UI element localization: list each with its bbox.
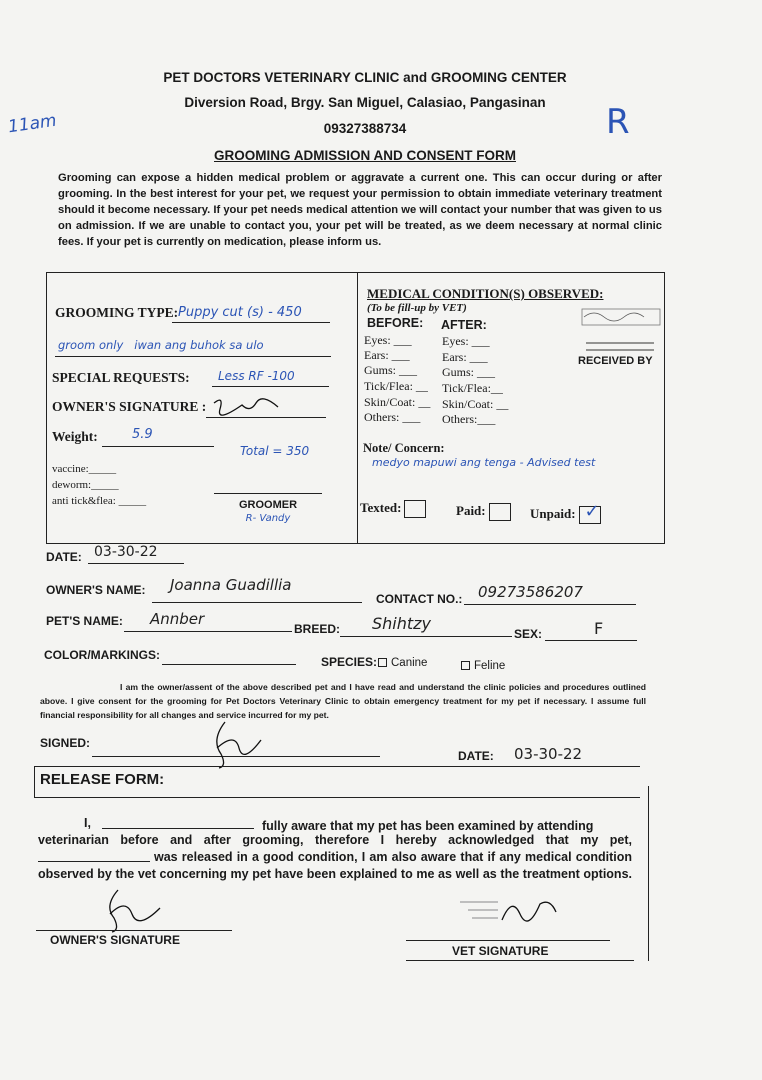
before-ears: Ears: ___ xyxy=(364,348,410,362)
special-requests-value[interactable]: Less RF -100 xyxy=(218,369,295,383)
after-others: Others:___ xyxy=(442,412,496,426)
consent-date-value[interactable]: 03-30-22 xyxy=(514,745,583,763)
groomer-label: GROOMER xyxy=(238,499,298,511)
before-eyes: Eyes: ___ xyxy=(364,333,412,347)
before-label: BEFORE: xyxy=(367,316,424,330)
breed-label: BREED: xyxy=(294,622,341,636)
consent-date-label: DATE: xyxy=(458,749,494,763)
before-gums: Gums: ___ xyxy=(364,363,418,377)
after-label: AFTER: xyxy=(441,318,487,332)
vet-release-signature-line xyxy=(406,940,610,941)
form-title: GROOMING ADMISSION AND CONSENT FORM xyxy=(214,148,516,163)
grooming-type-label: GROOMING TYPE: xyxy=(55,305,179,320)
medical-title: MEDICAL CONDITION(S) OBSERVED: xyxy=(367,286,604,301)
after-gums: Gums: ___ xyxy=(442,365,496,379)
owner-release-signature-scribble xyxy=(96,888,166,934)
consent-signature-scribble xyxy=(205,718,265,770)
vet-stamp-signature xyxy=(576,303,666,353)
release-title: RELEASE FORM: xyxy=(40,771,165,788)
texted-label: Texted: xyxy=(360,500,402,515)
color-markings-label: COLOR/MARKINGS: xyxy=(44,648,160,662)
weight-line xyxy=(102,446,214,447)
vet-release-stamp-signature xyxy=(458,894,568,934)
owner-signature-label: OWNER'S SIGNATURE : xyxy=(52,399,207,414)
note-label: Note/ Concern: xyxy=(363,441,445,455)
consent-text: I am the owner/assent of the above described pet and I have read and understand the clinic policies and procedures outlined above. I give consent for the grooming for Pet Doctors Veterinary Clinic to obtain emergency treatment for my pet if necessary. I assume full financial responsibility for all changes and service incurred for my pet. xyxy=(40,682,646,720)
release-title-rule xyxy=(34,797,640,798)
texted-field[interactable] xyxy=(360,500,426,518)
species-feline-option[interactable] xyxy=(461,660,505,672)
canine-label: Canine xyxy=(391,657,428,669)
after-tickflea: Tick/Flea:__ xyxy=(442,381,503,395)
pet-name-label: PET'S NAME: xyxy=(46,614,123,628)
date-label: DATE: xyxy=(46,550,82,564)
contact-value[interactable]: 09273586207 xyxy=(478,583,583,601)
sex-value[interactable]: F xyxy=(594,619,604,638)
feline-checkbox[interactable] xyxy=(461,661,470,670)
signed-label: SIGNED: xyxy=(40,736,91,750)
species-canine-option[interactable] xyxy=(378,657,427,669)
vaccine-label: vaccine:_____ xyxy=(52,463,117,475)
deworm-label: deworm:_____ xyxy=(52,479,119,491)
before-tickflea: Tick/Flea: __ xyxy=(364,379,428,393)
intro-paragraph: Grooming can expose a hidden medical problem or aggravate a current one. This can occur during or after grooming. In the best interest for your pet, we request your permission to obtain immediate veterinary treatment should it become necessary. If your pet needs medical attention we will contact your number that was given to us on admission. If we are unable to contact you, your pet will be treated, as we deem necessary at normal clinic fees. If your pet is currently on medication, please inform us. xyxy=(58,172,662,248)
paid-checkbox[interactable] xyxy=(489,503,511,521)
after-eyes: Eyes: ___ xyxy=(442,334,490,348)
unpaid-checkbox[interactable] xyxy=(579,501,601,524)
grooming-total: Total = 350 xyxy=(240,444,310,458)
canine-checkbox[interactable] xyxy=(378,658,387,667)
time-note: 11am xyxy=(6,110,58,138)
breed-line xyxy=(340,636,512,637)
sex-line xyxy=(545,640,637,641)
special-requests-line xyxy=(212,386,329,387)
paid-field[interactable] xyxy=(456,503,511,521)
after-ears: Ears: ___ xyxy=(442,350,488,364)
date-line xyxy=(88,563,184,564)
release-line1-suffix: fully aware that my pet has been examined by attending xyxy=(262,819,594,833)
date-value[interactable]: 03-30-22 xyxy=(94,544,158,560)
weight-label: Weight: xyxy=(52,429,98,444)
owner-name-value[interactable]: Joanna Guadillia xyxy=(170,576,292,594)
medical-subtitle: (To be fill-up by VET) xyxy=(367,302,467,314)
release-bottom-rule xyxy=(406,960,634,961)
clinic-phone: 09327388734 xyxy=(323,121,407,136)
table-divider xyxy=(357,272,358,543)
owner-release-signature-line xyxy=(36,930,232,931)
texted-checkbox[interactable] xyxy=(404,500,426,518)
release-line3-suffix: was released in a good condition, I am also aware that if any medical condition xyxy=(154,850,632,864)
special-requests-label: SPECIAL REQUESTS: xyxy=(52,370,190,385)
antitick-label: anti tick&flea: _____ xyxy=(52,495,147,507)
grooming-type-line xyxy=(172,322,330,323)
release-right-rule xyxy=(648,786,649,961)
owner-signature-scribble xyxy=(212,393,282,419)
after-skincoat: Skin/Coat: __ xyxy=(442,397,509,411)
before-others: Others: ___ xyxy=(364,410,421,424)
received-by-label: RECEIVED BY xyxy=(578,355,653,367)
unpaid-label: Unpaid: xyxy=(530,506,576,521)
note-value[interactable]: medyo mapuwi ang tenga - Advised test xyxy=(372,456,596,469)
release-top-rule xyxy=(34,766,640,767)
clinic-name: PET DOCTORS VETERINARY CLINIC and GROOMING CENTER xyxy=(163,70,567,85)
grooming-type-value[interactable]: Puppy cut (s) - 450 xyxy=(178,305,302,320)
weight-value[interactable]: 5.9 xyxy=(132,427,153,442)
feline-label: Feline xyxy=(474,660,506,672)
species-label: SPECIES: xyxy=(321,655,378,669)
sex-label: SEX: xyxy=(514,627,543,641)
owner-name-label: OWNER'S NAME: xyxy=(46,583,146,597)
clinic-address: Diversion Road, Brgy. San Miguel, Calasiao, Pangasinan xyxy=(184,95,546,110)
groomer-value[interactable]: R- Vandy xyxy=(245,513,291,524)
before-skincoat: Skin/Coat: __ xyxy=(364,395,431,409)
unpaid-field[interactable] xyxy=(530,501,601,524)
contact-label: CONTACT NO.: xyxy=(376,592,463,606)
pet-name-value[interactable]: Annber xyxy=(150,610,205,628)
pet-name-line xyxy=(124,631,292,632)
groomer-line xyxy=(214,493,322,494)
grooming-note-line xyxy=(55,356,331,357)
release-name-line xyxy=(102,828,254,829)
breed-value[interactable]: Shihtzy xyxy=(372,614,432,633)
release-line1-prefix: I, xyxy=(84,816,91,830)
contact-line xyxy=(464,604,636,605)
owner-release-signature-label: OWNER'S SIGNATURE xyxy=(50,933,180,947)
vet-release-signature-label: VET SIGNATURE xyxy=(452,944,549,958)
corner-mark: R xyxy=(606,102,630,142)
release-line2: veterinarian before and after grooming, therefore I hereby acknowledged that my pet, xyxy=(38,833,632,847)
release-left-rule xyxy=(34,766,35,798)
release-line4: observed by the vet concerning my pet have been explained to me as well as the treatment options. xyxy=(38,867,632,881)
release-pet-line xyxy=(38,861,150,862)
grooming-note-value[interactable]: groom only iwan ang buhok sa ulo xyxy=(58,338,264,352)
color-markings-line xyxy=(162,664,296,665)
paid-label: Paid: xyxy=(456,503,486,518)
unpaid-checkmark: ✓ xyxy=(584,501,600,523)
owner-name-line xyxy=(152,602,362,603)
